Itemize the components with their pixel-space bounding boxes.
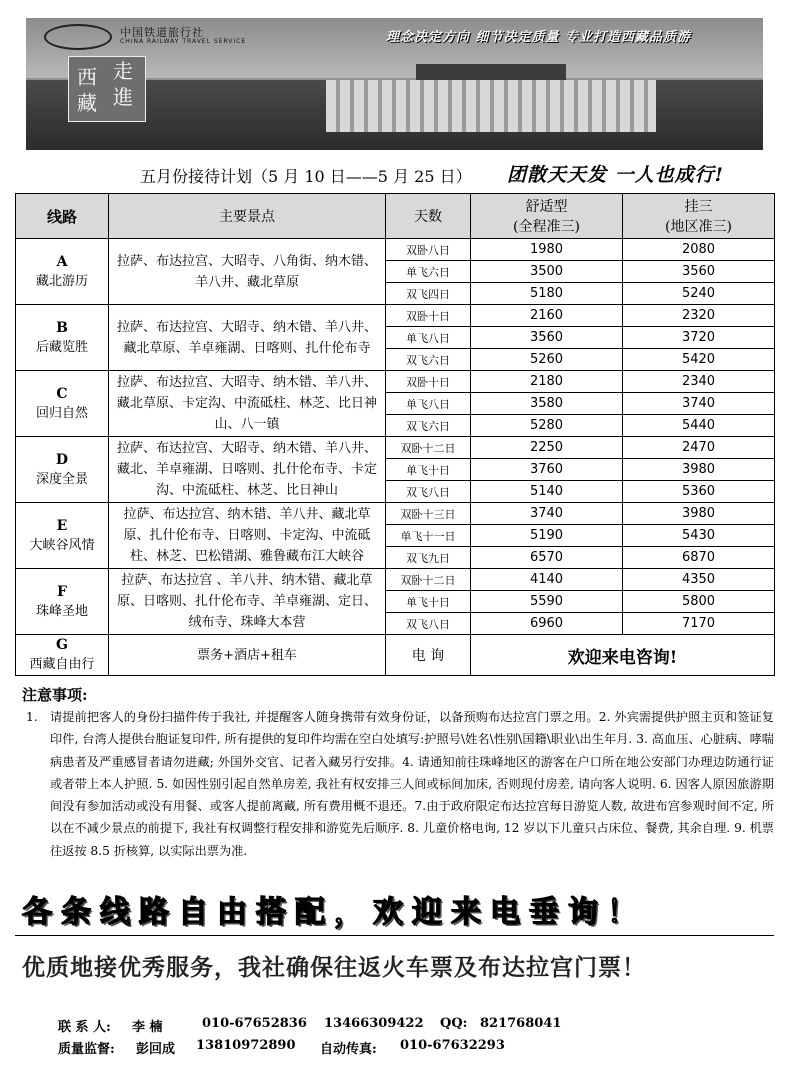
qq-number[interactable]: 821768041 bbox=[480, 1016, 562, 1031]
header-gua-label: 挂三 bbox=[684, 199, 713, 215]
gua-price: 7170 bbox=[623, 613, 775, 635]
qq-label: QQ: bbox=[440, 1016, 468, 1031]
days-cell: 双卧十二日 bbox=[386, 569, 471, 591]
route-name: 深度全景 bbox=[35, 471, 88, 487]
route-name: 大峡谷风情 bbox=[29, 537, 95, 553]
header-spots: 主要景点 bbox=[109, 194, 386, 239]
badge-char: 走 bbox=[113, 59, 133, 83]
comfort-price: 6960 bbox=[471, 613, 623, 635]
header-comfort-label: 舒适型 bbox=[525, 199, 568, 215]
comfort-price: 3500 bbox=[471, 261, 623, 283]
days-cell: 单飞八日 bbox=[386, 393, 471, 415]
gua-price: 3980 bbox=[623, 459, 775, 481]
notice-text: 请提前把客人的身份扫描件传于我社, 并提醒客人随身携带有效身份证，以备预购布达拉宫门票之用。2. 外宾需提供护照主页和签证复印件, 台湾人提供台胞证复印件, 所有提供的复印件均需在空白处填写:护照号\姓名\性别\国籍\职业\出生年月. 3. 高血压、心脏病、哮喘病患者及严重感冒者请勿进藏; 外国外交官、记者入藏另行安排。4. 请通知前往珠峰地区的游客在户口所在地公安部门办理边防通行证或者带上本人护照. 5. 如因性别引起自然单房差, 我社有权安排三人间或标间加床, 否则现付房差, 请向客人说明. 6. 因客人原因旅游期间没有参加活动或没有用餐、或客人提前离藏, 所有费用概不退还。7.由于政府限定布达拉宫每日游览人数, 故进布宫参观时间不定, 所以在不减少景点的前提下, 我社有权调整行程安排和游览先后顺序. 8. 儿童价格电询, 12 岁以下儿童只占床位、餐费, 其余自理. 9. 机票往返按 8.5 折核算, 以实际出票为准. bbox=[50, 710, 774, 858]
gua-price: 5240 bbox=[623, 283, 775, 305]
table-header-row bbox=[16, 194, 775, 239]
comfort-price: 5280 bbox=[471, 415, 623, 437]
header-slogan: 理念决定方向 细节决定质量 专业打造西藏品质游 bbox=[386, 30, 692, 45]
comfort-price: 2160 bbox=[471, 305, 623, 327]
gua-price: 5360 bbox=[623, 481, 775, 503]
route-name: 回归自然 bbox=[35, 405, 88, 421]
days-cell: 电 询 bbox=[386, 635, 471, 676]
gua-price: 6870 bbox=[623, 547, 775, 569]
route-name: 藏北游历 bbox=[35, 273, 88, 289]
days-cell: 双飞八日 bbox=[386, 613, 471, 635]
supervisor-mobile[interactable]: 13810972890 bbox=[196, 1038, 296, 1053]
comfort-price: 5180 bbox=[471, 283, 623, 305]
header-gua bbox=[623, 194, 775, 239]
crts-logo-icon bbox=[44, 24, 112, 50]
gua-price: 2340 bbox=[623, 371, 775, 393]
route-spots: 拉萨、布达拉宫、大昭寺、纳木错、羊八井、藏北草原、卡定沟、中流砥柱、林芝、比日神山、八一镇 bbox=[109, 371, 386, 437]
header-banner bbox=[26, 18, 763, 150]
route-spots: 拉萨、布达拉宫、大昭寺、纳木错、羊八井、藏北、羊卓雍湖、日喀则、扎什伦布寺、卡定沟、中流砥柱、林芝、比日神山 bbox=[109, 437, 386, 503]
table-row-free bbox=[16, 635, 775, 676]
comfort-price: 5190 bbox=[471, 525, 623, 547]
route-code: E bbox=[56, 517, 68, 534]
route-spots: 票务+酒店+租车 bbox=[109, 635, 386, 676]
days-cell: 双飞四日 bbox=[386, 283, 471, 305]
free-consult: 欢迎来电咨询! bbox=[471, 635, 775, 676]
header-comfort-note: (全程准三) bbox=[513, 219, 580, 235]
route-cell bbox=[16, 305, 109, 371]
route-code: F bbox=[57, 583, 67, 600]
comfort-price: 3760 bbox=[471, 459, 623, 481]
route-spots: 拉萨、布达拉宫、大昭寺、八角街、纳木错、羊八井、藏北草原 bbox=[109, 239, 386, 305]
free-combination-slogan: 各条线路自由搭配，欢迎来电垂询！ bbox=[22, 895, 646, 930]
days-cell: 双飞六日 bbox=[386, 415, 471, 437]
route-cell bbox=[16, 239, 109, 305]
badge-char: 藏 bbox=[77, 91, 97, 115]
route-code: A bbox=[56, 253, 68, 270]
route-name: 珠峰圣地 bbox=[35, 603, 88, 619]
comfort-price: 1980 bbox=[471, 239, 623, 261]
tour-price-table bbox=[15, 193, 775, 676]
divider bbox=[15, 935, 774, 936]
days-cell: 双卧十二日 bbox=[386, 437, 471, 459]
contact-phone[interactable]: 010-67652836 bbox=[202, 1016, 307, 1031]
days-cell: 双飞六日 bbox=[386, 349, 471, 371]
header-gua-note: (地区准三) bbox=[665, 219, 732, 235]
comfort-price: 2250 bbox=[471, 437, 623, 459]
service-slogan: 优质地接优秀服务，我社确保往返火车票及布达拉宫门票！ bbox=[22, 955, 646, 981]
days-cell: 双卧八日 bbox=[386, 239, 471, 261]
gua-price: 5440 bbox=[623, 415, 775, 437]
table-row bbox=[16, 503, 775, 525]
notice-number: 1. bbox=[26, 710, 38, 724]
potala-palace-image bbox=[326, 80, 656, 132]
route-name: 西藏自由行 bbox=[29, 657, 95, 672]
days-cell: 单飞六日 bbox=[386, 261, 471, 283]
header-route: 线路 bbox=[16, 194, 109, 239]
contact-name: 李 楠 bbox=[132, 1020, 163, 1035]
days-cell: 单飞十日 bbox=[386, 591, 471, 613]
table-row bbox=[16, 371, 775, 393]
company-name-cn: 中国铁道旅行社 bbox=[120, 26, 204, 39]
comfort-price: 3580 bbox=[471, 393, 623, 415]
gua-price: 5430 bbox=[623, 525, 775, 547]
notice-body bbox=[22, 706, 774, 862]
table-row bbox=[16, 239, 775, 261]
days-cell: 双卧十三日 bbox=[386, 503, 471, 525]
gua-price: 2320 bbox=[623, 305, 775, 327]
supervisor-name: 彭回成 bbox=[136, 1042, 176, 1057]
route-cell bbox=[16, 437, 109, 503]
route-name: 后藏览胜 bbox=[35, 339, 88, 355]
days-cell: 双卧十日 bbox=[386, 371, 471, 393]
gua-price: 4350 bbox=[623, 569, 775, 591]
comfort-price: 2180 bbox=[471, 371, 623, 393]
comfort-price: 3560 bbox=[471, 327, 623, 349]
plan-title: 五月份接待计划（5 月 10 日——5 月 25 日） bbox=[140, 167, 472, 186]
route-code: G bbox=[56, 637, 68, 653]
gua-price: 3720 bbox=[623, 327, 775, 349]
notice-title: 注意事项: bbox=[22, 686, 88, 704]
route-code: C bbox=[56, 385, 68, 402]
header-days: 天数 bbox=[386, 194, 471, 239]
badge-zou-xizang bbox=[68, 56, 146, 122]
table-row bbox=[16, 569, 775, 591]
header-comfort bbox=[471, 194, 623, 239]
route-code: B bbox=[56, 319, 68, 336]
comfort-price: 4140 bbox=[471, 569, 623, 591]
gua-price: 3980 bbox=[623, 503, 775, 525]
route-cell bbox=[16, 569, 109, 635]
days-cell: 单飞十一日 bbox=[386, 525, 471, 547]
contact-label: 联 系 人: bbox=[58, 1020, 111, 1035]
comfort-price: 3740 bbox=[471, 503, 623, 525]
fax-label: 自动传真: bbox=[320, 1042, 377, 1057]
days-cell: 双飞八日 bbox=[386, 481, 471, 503]
days-cell: 单飞十日 bbox=[386, 459, 471, 481]
days-cell: 单飞八日 bbox=[386, 327, 471, 349]
gua-price: 2470 bbox=[623, 437, 775, 459]
supervisor-label: 质量监督: bbox=[58, 1042, 115, 1057]
days-cell: 双卧十日 bbox=[386, 305, 471, 327]
comfort-price: 6570 bbox=[471, 547, 623, 569]
company-name-en: CHINA RAILWAY TRAVEL SERVICE bbox=[120, 38, 247, 45]
route-code: D bbox=[55, 451, 69, 468]
route-spots: 拉萨、布达拉宫 、羊八井、纳木错、藏北草原、日喀则、扎什伦布寺、羊卓雍湖、定日、绒布寺、珠峰大本营 bbox=[109, 569, 386, 635]
table-row bbox=[16, 437, 775, 459]
route-spots: 拉萨、布达拉宫、纳木错、羊八井、藏北草原、扎什伦布寺、日喀则、卡定沟、中流砥柱、林芝、巴松错湖、雅鲁藏布江大峡谷 bbox=[109, 503, 386, 569]
gua-price: 2080 bbox=[623, 239, 775, 261]
contact-mobile[interactable]: 13466309422 bbox=[324, 1016, 424, 1031]
comfort-price: 5260 bbox=[471, 349, 623, 371]
badge-char: 進 bbox=[113, 85, 133, 109]
badge-char: 西 bbox=[77, 65, 97, 89]
route-spots: 拉萨、布达拉宫、大昭寺、纳木错、羊八井、藏北草原、羊卓雍湖、日喀则、扎什伦布寺 bbox=[109, 305, 386, 371]
comfort-price: 5590 bbox=[471, 591, 623, 613]
fax-number[interactable]: 010-67632293 bbox=[400, 1038, 505, 1053]
route-cell bbox=[16, 503, 109, 569]
plan-slogan: 团散天天发 一人也成行! bbox=[507, 164, 724, 186]
gua-price: 3560 bbox=[623, 261, 775, 283]
route-cell bbox=[16, 635, 109, 676]
route-cell bbox=[16, 371, 109, 437]
gua-price: 5800 bbox=[623, 591, 775, 613]
days-cell: 双飞九日 bbox=[386, 547, 471, 569]
gua-price: 3740 bbox=[623, 393, 775, 415]
table-row bbox=[16, 305, 775, 327]
comfort-price: 5140 bbox=[471, 481, 623, 503]
gua-price: 5420 bbox=[623, 349, 775, 371]
